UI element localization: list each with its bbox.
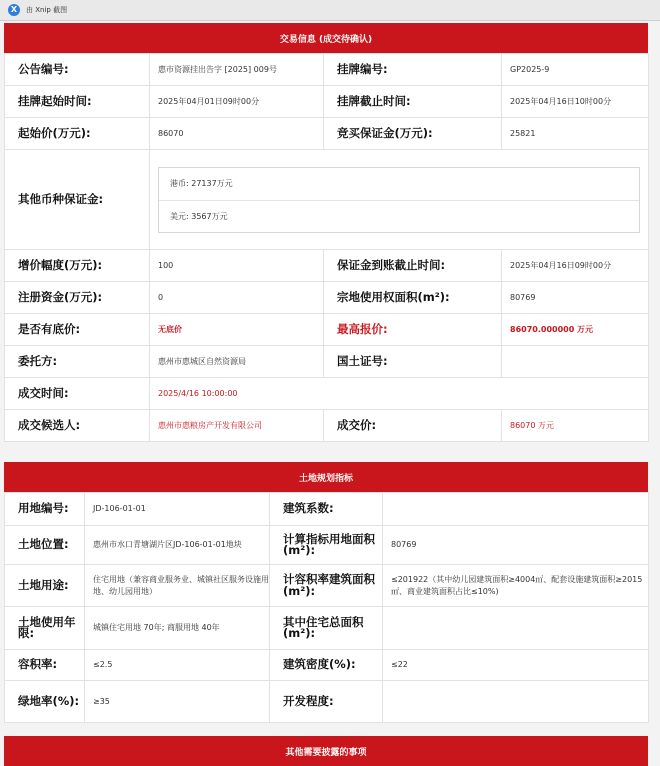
start-time-label: 挂牌起始时间:	[5, 86, 150, 118]
listing-no-value: GP2025-9	[502, 54, 649, 86]
disclosure-panel	[4, 736, 648, 766]
land-cert-label: 国土证号:	[324, 346, 502, 378]
deposit-label: 竞买保证金(万元):	[324, 118, 502, 150]
location-label: 土地位置:	[5, 526, 85, 565]
table-row	[5, 346, 649, 378]
xnip-logo-icon: X	[8, 4, 20, 16]
deal-price-value: 86070 万元	[502, 410, 649, 442]
other-currency-cell	[150, 150, 649, 250]
table-row	[5, 118, 649, 150]
reserve-price-label: 是否有底价:	[5, 314, 150, 346]
disclosure-header: 其他需要披露的事项	[4, 736, 648, 766]
usd-deposit: 美元: 3567万元	[159, 200, 639, 232]
window-title: 由 Xnip 截图	[26, 6, 68, 14]
window-titlebar	[0, 0, 660, 21]
development-label: 开发程度:	[270, 681, 383, 723]
development-value	[383, 681, 649, 723]
far-value: ≤2.5	[85, 650, 270, 681]
land-area-label: 宗地使用权面积(m²):	[324, 282, 502, 314]
table-row	[5, 86, 649, 118]
reserve-price-value: 无底价	[150, 314, 324, 346]
end-time-label: 挂牌截止时间:	[324, 86, 502, 118]
transaction-header: 交易信息 (成交待确认)	[4, 23, 648, 53]
other-currency-box	[158, 167, 640, 233]
parcel-no-value: JD-106-01-01	[85, 493, 270, 526]
table-row	[5, 250, 649, 282]
land-cert-value	[502, 346, 649, 378]
table-row	[5, 150, 649, 250]
table-row	[5, 410, 649, 442]
end-time-value: 2025年04月16日10时00分	[502, 86, 649, 118]
table-row	[5, 378, 649, 410]
hkd-deposit: 港币: 27137万元	[170, 179, 233, 188]
table-row	[5, 282, 649, 314]
deposit-deadline-value: 2025年04月16日09时00分	[502, 250, 649, 282]
highest-bid-value: 86070.000000 万元	[502, 314, 649, 346]
candidate-value: 惠州市惠粮房产开发有限公司	[150, 410, 324, 442]
highest-bid-label: 最高报价:	[324, 314, 502, 346]
building-coef-label: 建筑系数:	[270, 493, 383, 526]
increment-value: 100	[150, 250, 324, 282]
term-value: 城镇住宅用地 70年; 商服用地 40年	[85, 607, 270, 650]
far-area-value: ≤201922（其中幼儿园建筑面积≥4004㎡、配套设施建筑面积≥2015㎡、商业建筑面积占比≤10%)	[383, 565, 649, 607]
table-row	[5, 607, 649, 650]
residential-area-label: 其中住宅总面积(m²):	[270, 607, 383, 650]
calc-area-label: 计算指标用地面积(m²):	[270, 526, 383, 565]
far-area-label: 计容积率建筑面积(m²):	[270, 565, 383, 607]
planning-panel	[4, 462, 648, 723]
consignor-label: 委托方:	[5, 346, 150, 378]
start-price-label: 起始价(万元):	[5, 118, 150, 150]
registered-capital-value: 0	[150, 282, 324, 314]
table-row	[5, 54, 649, 86]
planning-table	[4, 492, 649, 723]
deposit-value: 25821	[502, 118, 649, 150]
increment-label: 增价幅度(万元):	[5, 250, 150, 282]
parcel-no-label: 用地编号:	[5, 493, 85, 526]
residential-area-value	[383, 607, 649, 650]
table-row	[5, 493, 649, 526]
land-area-value: 80769	[502, 282, 649, 314]
table-row	[5, 681, 649, 723]
calc-area-value: 80769	[383, 526, 649, 565]
far-label: 容积率:	[5, 650, 85, 681]
listing-no-label: 挂牌编号:	[324, 54, 502, 86]
building-coef-value	[383, 493, 649, 526]
notice-no-value: 惠市资源挂出告字 [2025] 009号	[150, 54, 324, 86]
table-row	[5, 314, 649, 346]
density-value: ≤22	[383, 650, 649, 681]
deal-time-label: 成交时间:	[5, 378, 150, 410]
consignor-value: 惠州市惠城区自然资源局	[150, 346, 324, 378]
table-row	[5, 650, 649, 681]
candidate-label: 成交候选人:	[5, 410, 150, 442]
registered-capital-label: 注册资金(万元):	[5, 282, 150, 314]
usage-label: 土地用途:	[5, 565, 85, 607]
notice-no-label: 公告编号:	[5, 54, 150, 86]
usage-value: 住宅用地（兼容商业服务业、城镇社区服务设施用地、幼儿园用地）	[85, 565, 270, 607]
deal-time-value: 2025/4/16 10:00:00	[150, 378, 649, 410]
table-row	[5, 565, 649, 607]
location-value: 惠州市水口青塘湖片区JD-106-01-01地块	[85, 526, 270, 565]
deal-price-label: 成交价:	[324, 410, 502, 442]
term-label: 土地使用年限:	[5, 607, 85, 650]
deposit-deadline-label: 保证金到账截止时间:	[324, 250, 502, 282]
start-price-value: 86070	[150, 118, 324, 150]
planning-header: 土地规划指标	[4, 462, 648, 492]
other-currency-label: 其他币种保证金:	[5, 150, 150, 250]
start-time-value: 2025年04月01日09时00分	[150, 86, 324, 118]
transaction-panel	[4, 23, 648, 442]
transaction-table	[4, 53, 649, 442]
density-label: 建筑密度(%):	[270, 650, 383, 681]
green-ratio-value: ≥35	[85, 681, 270, 723]
green-ratio-label: 绿地率(%):	[5, 681, 85, 723]
table-row	[5, 526, 649, 565]
